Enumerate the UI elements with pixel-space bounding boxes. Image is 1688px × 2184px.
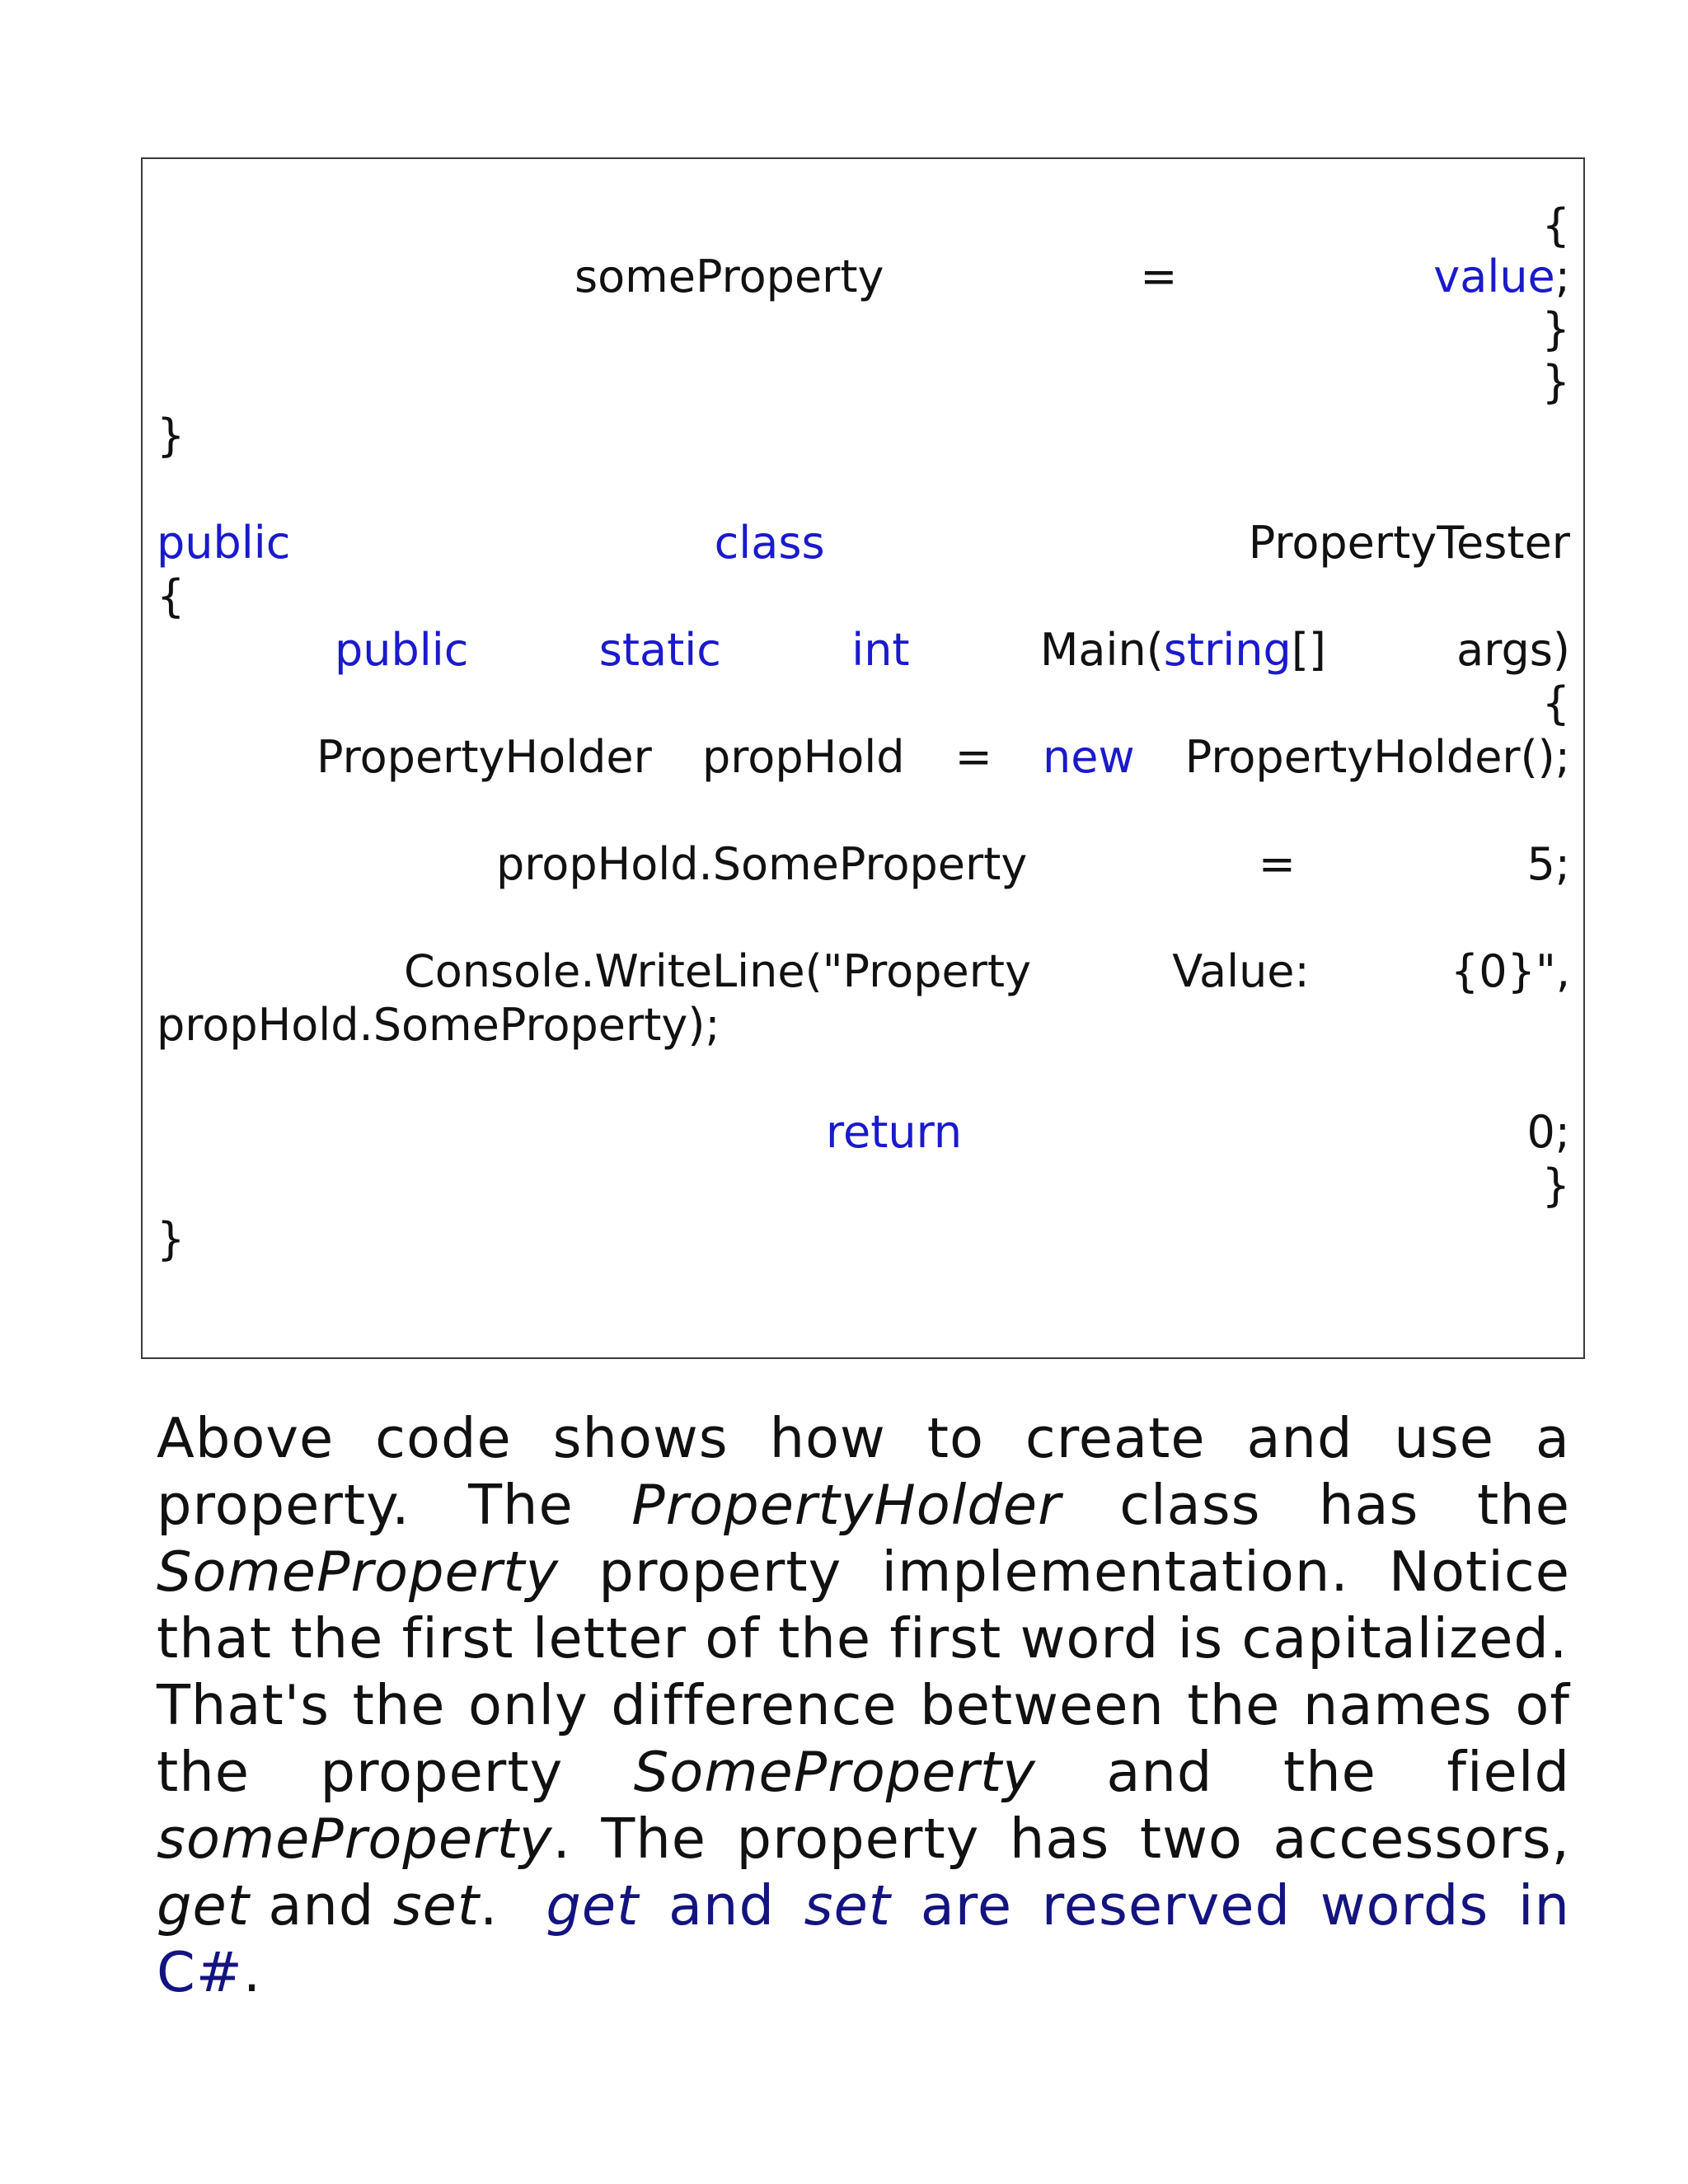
word: difference xyxy=(611,1673,898,1737)
word: reserved xyxy=(1041,1873,1292,1938)
word: create xyxy=(1025,1406,1206,1470)
code-token: propHold xyxy=(701,730,905,783)
word: class xyxy=(1119,1473,1261,1537)
code-line xyxy=(157,839,1570,888)
code-token: Console.WriteLine("Property xyxy=(404,944,1032,997)
word: PropertyHolder xyxy=(631,1473,1062,1537)
code-token: propHold.SomeProperty); xyxy=(157,998,720,1051)
code-line xyxy=(157,732,1570,781)
code-token: } xyxy=(157,1212,185,1265)
code-token: = xyxy=(1258,837,1296,890)
keyword-token: class xyxy=(714,516,825,569)
code-line xyxy=(157,1160,1570,1210)
code-line xyxy=(157,410,1570,460)
paragraph-line xyxy=(157,1872,1570,1938)
code-token: } xyxy=(1541,302,1570,355)
word: how xyxy=(769,1406,886,1470)
paragraph-line xyxy=(157,1939,1570,2005)
word: Notice xyxy=(1388,1540,1570,1604)
code-line xyxy=(157,357,1570,406)
code-token: = xyxy=(1140,250,1178,302)
word: SomeProperty xyxy=(633,1740,1036,1804)
word: property xyxy=(320,1740,564,1804)
word: set xyxy=(804,1873,892,1938)
word: the xyxy=(352,1673,446,1737)
word: and xyxy=(668,1873,776,1938)
keyword-token: value xyxy=(1433,250,1555,302)
word: shows xyxy=(552,1406,729,1470)
paragraph-line xyxy=(157,1605,1570,1671)
word: only xyxy=(468,1673,588,1737)
word: has xyxy=(1009,1807,1110,1871)
word: the xyxy=(1187,1673,1281,1737)
word: field xyxy=(1447,1740,1570,1804)
word: The xyxy=(468,1473,574,1537)
keyword-token: public xyxy=(157,516,291,569)
paragraph-line xyxy=(157,1806,1570,1872)
code-token: propHold.SomeProperty xyxy=(496,837,1028,890)
word: code xyxy=(375,1406,512,1470)
word: SomeProperty xyxy=(157,1540,560,1604)
word: the xyxy=(1476,1473,1570,1537)
word: a xyxy=(1535,1406,1570,1470)
paragraph-line xyxy=(157,1672,1570,1738)
code-token: PropertyTester xyxy=(1248,516,1570,569)
word: the xyxy=(1282,1740,1376,1804)
code-line xyxy=(157,1214,1570,1263)
word: to xyxy=(926,1406,984,1470)
code-token: value; xyxy=(1433,250,1570,302)
code-line xyxy=(157,518,1570,567)
code-token: { xyxy=(1541,199,1570,251)
word: and xyxy=(1106,1740,1213,1804)
word: has xyxy=(1319,1473,1419,1537)
paragraph-line xyxy=(157,1739,1570,1805)
code-token: { xyxy=(157,569,185,622)
code-token: 5; xyxy=(1526,837,1570,890)
word: get xyxy=(546,1873,640,1938)
code-token: } xyxy=(1541,355,1570,408)
code-token: { xyxy=(1541,677,1570,729)
word: the xyxy=(157,1740,250,1804)
word: two xyxy=(1139,1807,1243,1871)
code-line xyxy=(157,200,1570,250)
word: are xyxy=(920,1873,1013,1938)
sentence: that the first letter of the first word is capitalized. xyxy=(157,1606,1568,1671)
keyword-token: public xyxy=(335,623,469,676)
paragraph-line xyxy=(157,1539,1570,1605)
word: accessors, xyxy=(1273,1807,1570,1871)
word: names xyxy=(1302,1673,1493,1737)
code-line xyxy=(157,1000,1570,1049)
code-token: args) xyxy=(1456,623,1570,676)
word: implementation. xyxy=(881,1540,1349,1604)
code-line xyxy=(157,1107,1570,1156)
code-token: Value: xyxy=(1172,944,1310,997)
word: The xyxy=(601,1807,707,1871)
code-line xyxy=(157,304,1570,354)
word: property xyxy=(598,1540,842,1604)
code-token: Main(string[] xyxy=(1039,623,1326,676)
paragraph-line xyxy=(157,1472,1570,1538)
keyword-token: new xyxy=(1043,730,1135,783)
code-token: PropertyHolder(); xyxy=(1184,730,1570,783)
code-token: } xyxy=(1541,1159,1570,1212)
code-line xyxy=(157,571,1570,621)
code-line xyxy=(157,946,1570,996)
code-token: } xyxy=(157,409,185,462)
word: property. xyxy=(157,1473,410,1537)
word: and xyxy=(1246,1406,1353,1470)
code-token: PropertyHolder xyxy=(316,730,652,783)
code-line xyxy=(157,678,1570,728)
word: use xyxy=(1394,1406,1495,1470)
word: of xyxy=(1515,1673,1570,1737)
code-token: {0}", xyxy=(1450,944,1570,997)
word: That's xyxy=(157,1673,331,1737)
code-line xyxy=(157,625,1570,674)
word: someProperty. xyxy=(157,1807,571,1871)
word: in xyxy=(1517,1873,1570,1938)
code-line xyxy=(157,251,1570,301)
code-token: 0; xyxy=(1526,1105,1570,1158)
code-token: someProperty xyxy=(574,250,884,302)
code-token: = xyxy=(954,730,992,783)
word: words xyxy=(1320,1873,1489,1938)
word: C#. xyxy=(157,1940,262,2004)
keyword-token: static xyxy=(598,623,721,676)
word: get and set. xyxy=(157,1873,517,1938)
paragraph-line xyxy=(157,1405,1570,1471)
word: between xyxy=(920,1673,1165,1737)
word: property xyxy=(736,1807,980,1871)
word: Above xyxy=(157,1406,335,1470)
keyword-token: int xyxy=(851,623,910,676)
keyword-token: return xyxy=(826,1105,963,1158)
